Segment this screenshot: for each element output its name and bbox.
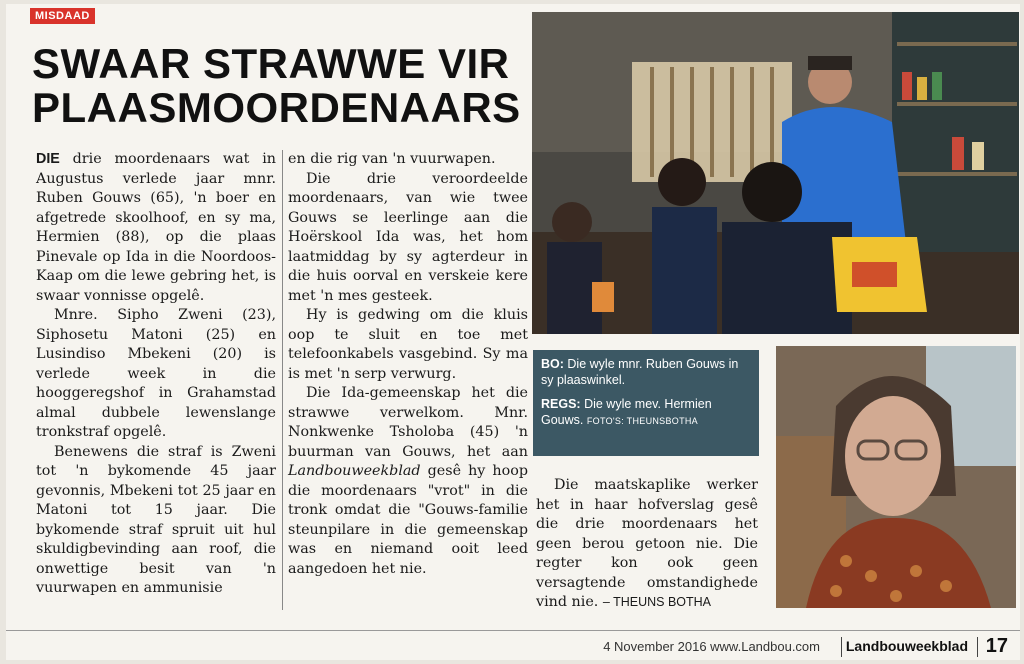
paragraph [536,476,758,613]
page-number: 17 [985,635,1008,657]
paragraph: Benewens die straf is Zweni tot 'n bykomende 45 jaar gevonnis, Mbekeni tot 25 jaar en Matoni tot 15 jaar. Die bykomende straf spruit uit hul skuldigbevinding aan roof, die onwettige besit van 'n vuurwapen en ammunisie [36,443,276,596]
shop-photo-illustration [532,12,1019,334]
paragraph: en die rig van 'n vuurwapen. [288,151,496,167]
caption-label-top: BO: [541,357,564,371]
article-column-3 [536,476,758,613]
column-divider [282,150,283,610]
paragraph-text: Die maatskaplike werker het in haar hofverslag gesê die drie moordenaars het geen berou getoon nie. Die regter kon ook geen versagtende omstandighede vind nie. [536,477,758,610]
caption-text-right: Die wyle mev. Hermien Gouws. [541,397,712,427]
footer-divider [841,637,842,657]
paragraph [288,384,528,579]
article-column-1 [36,150,276,599]
portrait-illustration [776,346,1016,608]
photo-credit: FOTO'S: THEUNSBOTHA [586,416,698,426]
paragraph-text: drie moordenaars wat in Augustus verlede jaar mnr. Ruben Gouws (65), 'n boer en afgetrede skoolhoof, en sy ma, Hermien (88), op die plaas Pinevale op Ida in die Noordoos-Kaap om die lewe gebring het, is swaar vonnisse opgelê. [36,151,276,304]
section-tag: MISDAAD [30,8,95,24]
date-and-website: 4 November 2016 www.Landbou.com [603,639,820,654]
photo-caption [533,350,759,456]
paragraph: Hy is gedwing om die kluis oop te sluit en toe met telefoonkabels vasgebind. Sy ma is met 'n serp verwurg. [288,307,528,382]
page-footer [6,630,1020,661]
byline: – THEUNS BOTHA [602,595,712,609]
headline: SWAAR STRAWWE VIR PLAASMOORDENAARS [32,40,521,131]
paragraph: Die drie veroordeelde moordenaars, van wie twee Gouws se leerlinge aan die Hoërskool Ida was, het hom laatmiddag by sy agterdeur in die huis oorval en verskeie kere met 'n mes gesteek. [288,170,528,304]
caption-top [541,356,751,388]
caption-right [541,396,751,429]
footer-divider [977,637,978,657]
shop-photo [532,12,1019,334]
paragraph: Mnre. Sipho Zweni (23), Siphosetu Matoni (25) en Lusindiso Mbekeni (20) is verlede week in die hooggeregshof in Grahamstad almal dubbele lewenslange tronkstraf opgelê. [36,307,276,440]
paragraph-text: Die Ida-gemeenskap het die strawwe verwelkom. Mnr. Nonkwenke Tsholoba (45) 'n buurman van Gouws, het aan [288,385,528,460]
caption-text-top: Die wyle mnr. Ruben Gouws in sy plaaswinkel. [541,357,739,387]
newspaper-page [6,4,1020,660]
publication-brand: Landbouweekblad [845,638,968,654]
portrait-photo [776,346,1016,608]
paragraph-text: gesê hy hoop die moordenaars "vrot" in die tronk omdat die "Gouws-familie steunpilare in die gemeenskap was en niemand ooit leed aangedoen het nie. [288,463,528,577]
lead-word: DIE [36,151,60,167]
publication-name: Landbouweekblad [288,463,421,479]
paragraph [36,150,276,306]
article-column-2 [288,150,528,579]
caption-label-right: REGS: [541,397,581,411]
